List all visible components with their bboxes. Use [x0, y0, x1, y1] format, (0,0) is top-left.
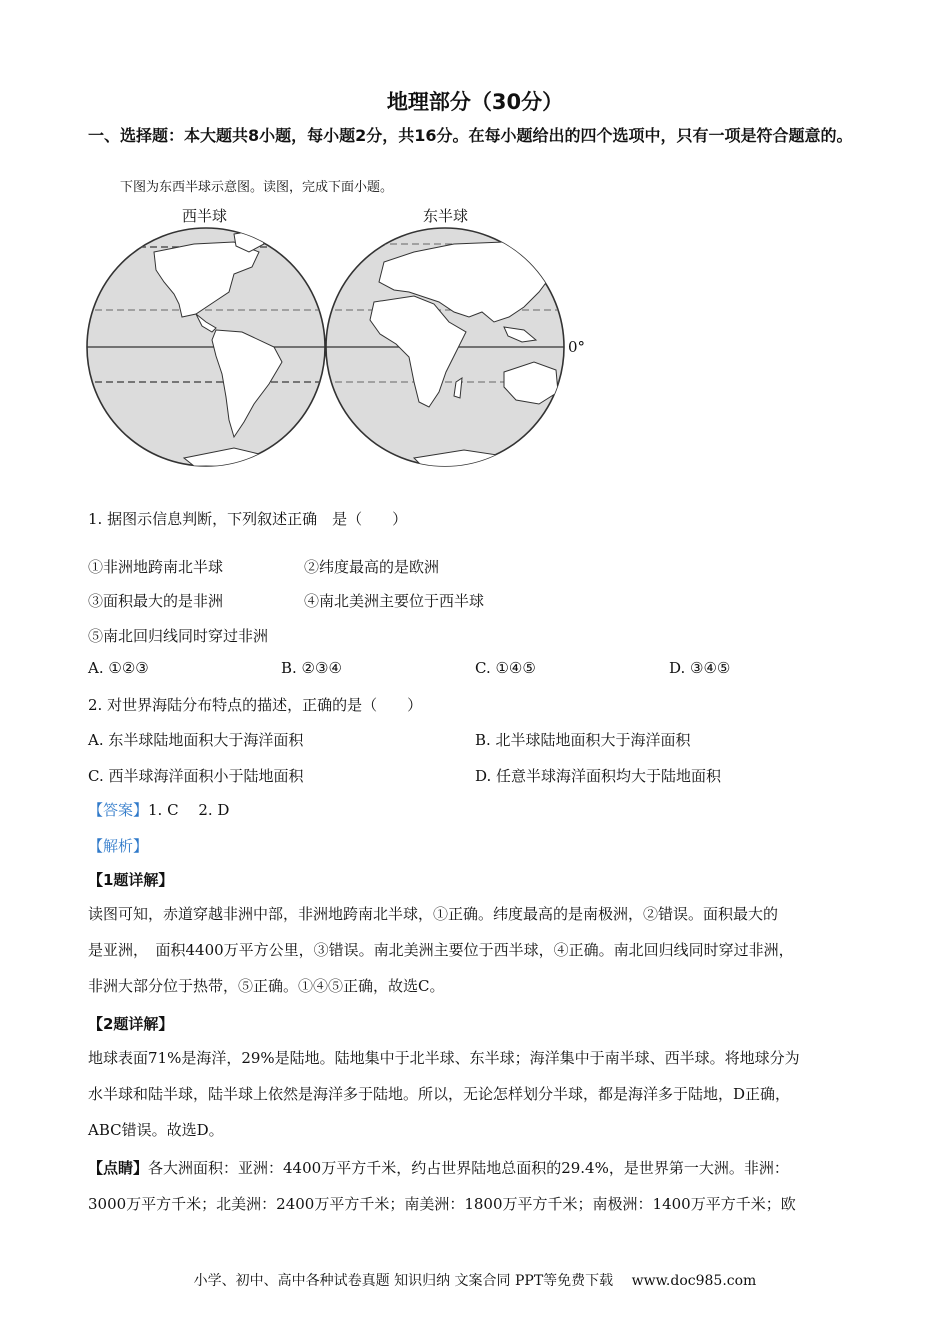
q1-option-a: A. ①②③	[88, 659, 149, 677]
q1-statement-5: ⑤南北回归线同时穿过非洲	[88, 627, 269, 645]
section-heading: 一、选择题：本大题共8小题，每小题2分，共16分。在每小题给出的四个选项中，只有一项是符合题意的。	[88, 126, 853, 145]
detail1-line-3: 非洲大部分位于热带，⑤正确。①④⑤正确，故选C。	[88, 977, 445, 995]
east-hemisphere-label: 东半球	[423, 207, 469, 225]
tip-line-2: 3000万平方千米；北美洲：2400万平方千米；南美洲：1800万平方千米；南极洲：1400万平方千米；欧	[88, 1195, 796, 1213]
page-title: 地理部分（30分）	[386, 90, 564, 114]
answer-row	[88, 799, 229, 820]
detail1-line-1: 读图可知，赤道穿越非洲中部，非洲地跨南北半球，①正确。纬度最高的是南极洲，②错误。面积最大的	[88, 905, 779, 923]
east-hemisphere	[324, 228, 574, 468]
q1-stem: 1. 据图示信息判断，下列叙述正确 是（ ）	[88, 510, 408, 528]
q1-statement-1: ①非洲地跨南北半球	[88, 558, 224, 576]
tip-body	[88, 1150, 868, 1222]
q2-option-d: D. 任意半球海洋面积均大于陆地面积	[475, 767, 722, 785]
answer-label: 【答案】	[88, 801, 149, 819]
q1-statement-4: ④南北美洲主要位于西半球	[304, 592, 485, 610]
detail2-body	[88, 1040, 868, 1148]
q1-statement-3: ③面积最大的是非洲	[88, 592, 224, 610]
q2-option-a: A. 东半球陆地面积大于海洋面积	[88, 731, 304, 749]
analysis-label: 【解析】	[88, 837, 149, 855]
detail1-line-2: 是亚洲， 面积4400万平方公里，③错误。南北美洲主要位于西半球，④正确。南北回归线同时穿过非洲，	[88, 941, 794, 959]
detail1-label: 【1题详解】	[88, 871, 174, 889]
detail2-line-2: 水半球和陆半球，陆半球上依然是海洋多于陆地。所以，无论怎样划分半球，都是海洋多于陆地，D正确，	[88, 1085, 791, 1103]
q1-option-c: C. ①④⑤	[475, 659, 536, 677]
tip-line-1-text: 各大洲面积：亚洲：4400万平方千米，约占世界陆地总面积的29.4%，是世界第一大洲。非洲：	[148, 1159, 789, 1177]
tip-label: 【点睛】	[88, 1159, 149, 1177]
west-hemisphere-label: 西半球	[182, 207, 228, 225]
answer-text: 1. C 2. D	[148, 801, 230, 819]
q2-option-b: B. 北半球陆地面积大于海洋面积	[475, 731, 691, 749]
q1-option-d: D. ③④⑤	[669, 659, 731, 677]
page-footer: 小学、初中、高中各种试卷真题 知识归纳 文案合同 PPT等免费下载 www.doc985.com	[193, 1273, 757, 1289]
q2-stem: 2. 对世界海陆分布特点的描述，正确的是（ ）	[88, 696, 423, 714]
tip-line-1	[88, 1150, 868, 1186]
detail1-body	[88, 896, 868, 1004]
hemispheres-map	[84, 222, 574, 472]
intro-text: 下图为东西半球示意图。读图，完成下面小题。	[120, 180, 394, 195]
equator-label: 0°	[568, 338, 586, 356]
west-hemisphere	[84, 228, 329, 466]
detail2-line-3: ABC错误。故选D。	[88, 1121, 224, 1139]
q2-option-c: C. 西半球海洋面积小于陆地面积	[88, 767, 304, 785]
q1-option-b: B. ②③④	[281, 659, 342, 677]
q1-statement-2: ②纬度最高的是欧洲	[304, 558, 440, 576]
detail2-label: 【2题详解】	[88, 1015, 174, 1033]
detail2-line-1: 地球表面71%是海洋，29%是陆地。陆地集中于北半球、东半球；海洋集中于南半球、西半球。将地球分为	[88, 1049, 800, 1067]
